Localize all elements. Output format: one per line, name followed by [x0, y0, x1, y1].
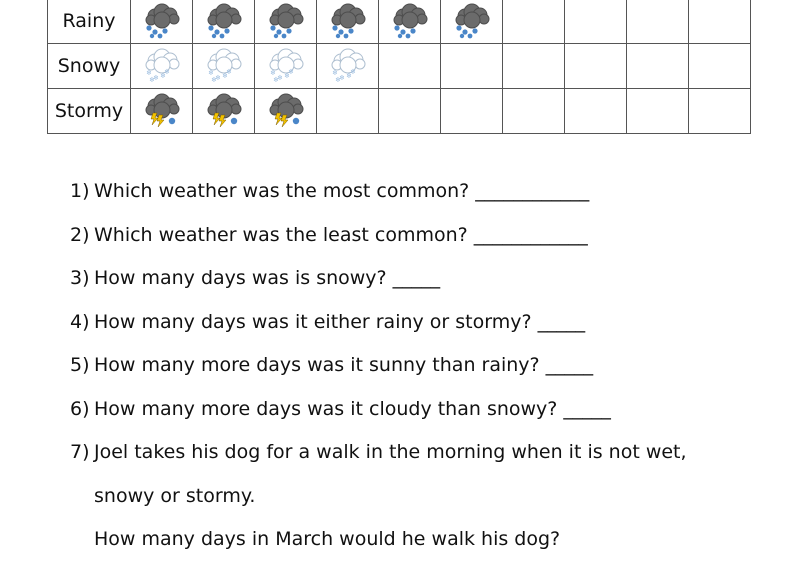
svg-text:❄: ❄	[287, 68, 294, 76]
svg-text:❄: ❄	[269, 69, 276, 77]
question-number: 2)	[70, 223, 90, 246]
svg-text:❄: ❄	[334, 76, 341, 84]
tally-cell	[689, 44, 751, 89]
tally-cell	[503, 89, 565, 134]
rain-cloud-icon	[317, 3, 378, 39]
svg-text:❄: ❄	[331, 69, 338, 77]
storm-cloud-icon	[255, 93, 316, 129]
tally-cell	[627, 89, 689, 134]
question-number: 6)	[70, 397, 90, 420]
rain-cloud-icon	[255, 3, 316, 39]
svg-text:❄: ❄	[214, 74, 221, 82]
table-row	[48, 0, 751, 44]
tally-cell	[565, 44, 627, 89]
question-text: How many days was is snowy? _____	[94, 267, 441, 289]
svg-text:❄: ❄	[221, 72, 228, 80]
question-text: How many more days was it cloudy than snowy? _____	[94, 397, 611, 420]
tally-cell	[131, 0, 193, 44]
question-text: How many more days was it sunny than rainy? _____	[94, 354, 594, 376]
tally-cell	[317, 44, 379, 89]
tally-cell	[317, 89, 379, 134]
tally-cell	[255, 89, 317, 134]
rain-cloud-icon	[379, 3, 440, 39]
snow-cloud-icon	[255, 48, 316, 84]
svg-text:❄: ❄	[152, 74, 159, 82]
tally-cell	[565, 0, 627, 44]
rain-cloud-icon	[441, 3, 502, 39]
tally-cell	[503, 44, 565, 89]
question-item	[70, 214, 770, 258]
question-number: 4)	[70, 310, 90, 333]
tally-cell	[379, 89, 441, 134]
rain-cloud-icon	[193, 3, 254, 39]
snow-cloud-icon	[131, 48, 192, 84]
table-row	[48, 89, 751, 134]
question-text: Which weather was the least common? ____________	[94, 223, 588, 246]
tally-cell	[627, 44, 689, 89]
question-text: Which weather was the most common? ____________	[94, 180, 590, 202]
tally-cell	[317, 0, 379, 44]
question-7-continuation: snowy or stormy.	[94, 484, 256, 507]
questions-section	[70, 170, 770, 562]
svg-text:❄: ❄	[145, 69, 152, 77]
tally-cell	[379, 44, 441, 89]
svg-text:❄: ❄	[338, 74, 345, 82]
question-number: 1)	[70, 180, 90, 202]
snow-cloud-icon	[317, 48, 378, 84]
snow-cloud-icon	[193, 48, 254, 84]
question-number: 7)	[70, 441, 90, 463]
svg-text:❄: ❄	[207, 69, 214, 77]
tally-cell	[503, 0, 565, 44]
tally-cell	[379, 0, 441, 44]
rain-cloud-icon	[131, 3, 192, 39]
question-text: Joel takes his dog for a walk in the morning when it is not wet,	[94, 441, 687, 463]
tally-cell	[131, 44, 193, 89]
question-text: How many days was it either rainy or stormy? _____	[94, 310, 586, 333]
storm-cloud-icon	[131, 93, 192, 129]
question-item	[70, 257, 770, 301]
svg-text:❄: ❄	[276, 74, 283, 82]
tally-cell	[565, 89, 627, 134]
svg-text:❄: ❄	[159, 72, 166, 80]
weather-pictograph-table	[47, 0, 751, 134]
table-row	[48, 44, 751, 89]
tally-cell	[689, 0, 751, 44]
question-item	[70, 301, 770, 345]
question-item	[70, 388, 770, 432]
tally-cell	[627, 0, 689, 44]
tally-cell	[193, 89, 255, 134]
svg-text:❄: ❄	[210, 76, 217, 84]
tally-cell	[255, 44, 317, 89]
svg-text:❄: ❄	[283, 72, 290, 80]
question-7-cutoff-line: How many days in March would he walk his dog?	[94, 528, 561, 550]
question-item	[70, 431, 770, 475]
tally-cell	[441, 89, 503, 134]
row-label: Rainy	[48, 0, 131, 44]
tally-cell	[255, 0, 317, 44]
tally-cell	[131, 89, 193, 134]
tally-cell	[441, 44, 503, 89]
row-label: Snowy	[48, 44, 131, 89]
tally-cell	[193, 44, 255, 89]
svg-text:❄: ❄	[349, 68, 356, 76]
row-label: Stormy	[48, 89, 131, 134]
question-list	[70, 170, 770, 475]
question-item	[70, 170, 770, 214]
svg-text:❄: ❄	[163, 68, 170, 76]
question-number: 5)	[70, 354, 90, 376]
question-item	[70, 344, 770, 388]
tally-cell	[193, 0, 255, 44]
tally-cell	[689, 89, 751, 134]
tally-cell	[441, 0, 503, 44]
svg-text:❄: ❄	[345, 72, 352, 80]
svg-text:❄: ❄	[272, 76, 279, 84]
storm-cloud-icon	[193, 93, 254, 129]
question-number: 3)	[70, 267, 90, 289]
svg-text:❄: ❄	[225, 68, 232, 76]
svg-text:❄: ❄	[148, 76, 155, 84]
